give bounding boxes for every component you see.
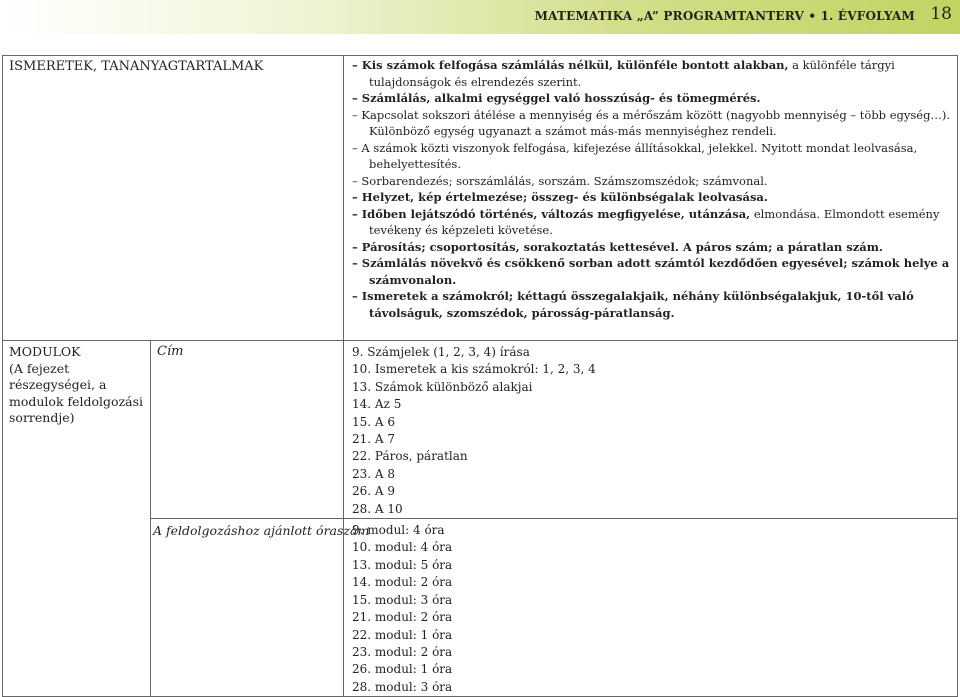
ismeret-item [352, 288, 953, 321]
module-hours-item: 15. modul: 3 óra [352, 592, 453, 607]
module-hours-item: 13. modul: 5 óra [352, 557, 453, 572]
ismeretek-list [344, 56, 957, 323]
module-hours-item: 14. modul: 2 óra [352, 575, 453, 590]
ismeret-item [352, 255, 953, 288]
ismeret-item [352, 239, 953, 256]
module-title-item: 9. Számjelek (1, 2, 3, 4) írása [352, 345, 530, 359]
ismeret-item [352, 173, 953, 190]
module-hours-item: 10. modul: 4 óra [352, 540, 453, 555]
ismeretek-label: ISMERETEK, TANANYAGTARTALMAK [9, 59, 264, 74]
page-header [0, 0, 960, 34]
module-title-item: 21. A 7 [352, 432, 396, 447]
ismeret-item [352, 206, 953, 239]
module-hours-item: 21. modul: 2 óra [352, 610, 453, 625]
ismeret-item-bold: – Ismeretek a számokról; kéttagú összegalakjaik, néhány különbségalakjuk, 10-től való távolságuk, szomszédok, párosság-páratlanság. [352, 289, 914, 320]
ismeret-item-bold: – Időben lejátszódó történés, változás megfigyelése, utánzása, [352, 206, 751, 221]
module-hours-item: 22. modul: 1 óra [352, 627, 453, 642]
module-title-item: 13. Számok különböző alakjai [352, 379, 533, 394]
module-hours-item: 28. modul: 3 óra [352, 679, 453, 694]
module-titles-cell [344, 341, 958, 519]
module-title-item: 15. A 6 [352, 414, 396, 429]
ismeret-item-bold: – Kis számok felfogása számlálás nélkül, különféle bontott alakban, [352, 58, 789, 72]
ismeret-item-bold: – Számlálás növekvő és csökkenő sorban adott számtól kezdődően egyesével; számok helye a számvonalon. [352, 256, 950, 287]
ismeret-item-text: a különféle tárgyi tulajdonságok és elrendezés szerint. [369, 58, 895, 89]
ismeret-item-bold: – Helyzet, kép értelmezése; összeg- és különbségalak leolvasása. [352, 190, 768, 204]
ismeretek-label-cell [3, 56, 344, 341]
ismeret-item-bold: – Párosítás; csoportosítás, sorakoztatás kettesével. A páros szám; a páratlan szám. [352, 239, 883, 254]
ismeret-item-text: elmondása. Elmondott esemény tevékeny és képzeleti követése. [369, 206, 940, 237]
ismeret-item-text: – A számok közti viszonyok felfogása, kifejezése állításokkal, jelekkel. Nyitott mondat leolvasása, behelyettesítés. [352, 140, 918, 171]
hours-label: A feldolgozáshoz ajánlott óraszám [153, 523, 370, 539]
ismeret-item-text: – Kapcsolat sokszori átélése a mennyiség és a mérőszám között (nagyobb mennyiség – több egység…). Különböző egység ugyanazt a számot más-más mennyiséghez rendeli. [352, 107, 951, 138]
hours-label-cell [151, 519, 370, 697]
cim-label-cell [151, 341, 344, 519]
module-hours-cell [344, 519, 958, 697]
module-titles-list [344, 341, 957, 518]
ismeret-item [352, 140, 953, 173]
module-hours-item: 26. modul: 1 óra [352, 662, 453, 677]
module-hours-item: 23. modul: 2 óra [352, 644, 453, 659]
page-number: 18 [930, 4, 952, 24]
ismeret-item-text: – Sorbarendezés; sorszámlálás, sorszám. Számszomszédok; számvonal. [352, 173, 768, 188]
module-title-item: 23. A 8 [352, 466, 396, 481]
ismeret-item-bold: – Számlálás, alkalmi egységgel való hosszúság- és tömegmérés. [352, 91, 761, 105]
module-title-item: 28. A 10 [352, 501, 403, 516]
ismeret-item [352, 189, 953, 206]
module-hours-item: 9. modul: 4 óra [352, 523, 445, 538]
modulok-sublabel: (A fejezet részegységei, a modulok feldolgozási sorrendje) [9, 360, 144, 425]
header-title: MATEMATIKA „A” PROGRAMTANTERV • 1. ÉVFOLYAM [534, 9, 915, 23]
cim-label: Cím [157, 344, 184, 359]
modulok-label: MODULOK [9, 344, 81, 359]
module-title-item: 26. A 9 [352, 484, 396, 499]
ismeret-item [352, 107, 953, 140]
ismeret-item [352, 57, 953, 90]
modulok-label-cell [3, 341, 151, 697]
module-title-item: 22. Páros, páratlan [352, 449, 468, 464]
module-title-item: 14. Az 5 [352, 397, 402, 412]
module-title-item: 10. Ismeretek a kis számokról: 1, 2, 3, 4 [352, 362, 596, 377]
ismeretek-content-cell [344, 56, 958, 341]
curriculum-table [2, 55, 958, 697]
module-hours-list [344, 519, 957, 696]
ismeret-item [352, 90, 953, 107]
